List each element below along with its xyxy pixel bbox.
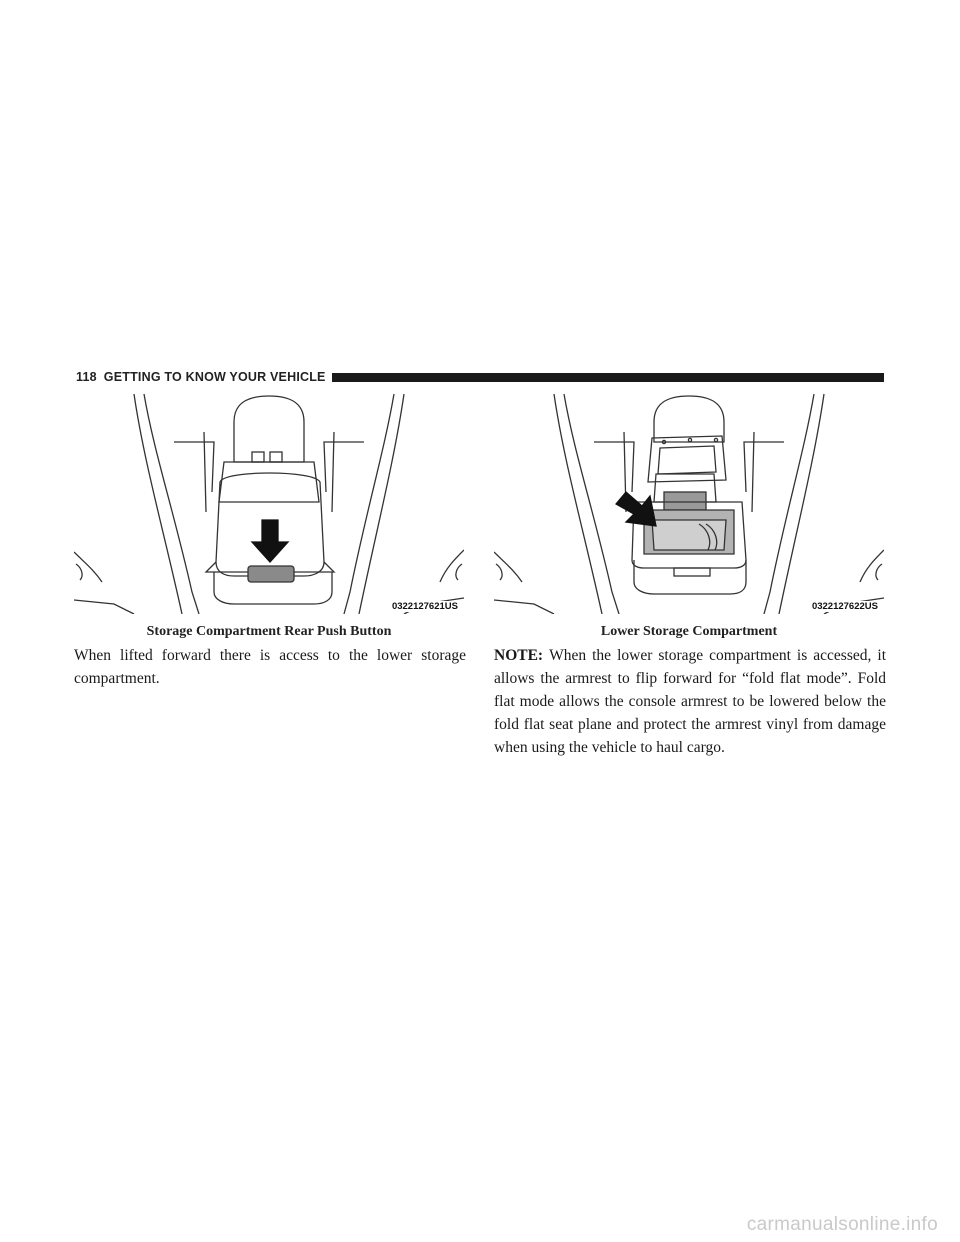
illustration-armrest-closed: [74, 392, 464, 614]
body-paragraph: When lifted forward there is access to the lower storage compartment.: [74, 647, 466, 687]
header-rule: [332, 373, 884, 382]
note-text: When the lower storage compartment is accessed, it allows the armrest to flip forward for “fold flat mode”. Fold flat mode allows the console armrest to be lowered below the fold flat seat plane and protect the armrest vinyl from damage when using the vehicle to haul cargo.: [494, 647, 886, 756]
figure-caption: Storage Compartment Rear Push Button: [146, 624, 392, 639]
figure-code: 0322127621US: [391, 601, 458, 612]
diagonal-arrow-icon: [616, 492, 656, 526]
figure-rear-push-button: [74, 392, 464, 614]
watermark: carmanualsonline.info: [746, 1214, 938, 1235]
note-paragraph: [494, 644, 886, 759]
figure-code: 0322127622US: [811, 601, 878, 612]
page-header: [76, 370, 884, 384]
push-button-highlight: [248, 566, 294, 582]
section-title: GETTING TO KNOW YOUR VEHICLE: [103, 370, 326, 384]
figure-lower-storage: [494, 392, 884, 614]
page-number: 118: [76, 370, 97, 384]
illustration-armrest-open: [494, 392, 884, 614]
note-label: NOTE:: [494, 647, 544, 664]
figure-caption: Lower Storage Compartment: [600, 624, 778, 639]
down-arrow-icon: [252, 520, 288, 562]
